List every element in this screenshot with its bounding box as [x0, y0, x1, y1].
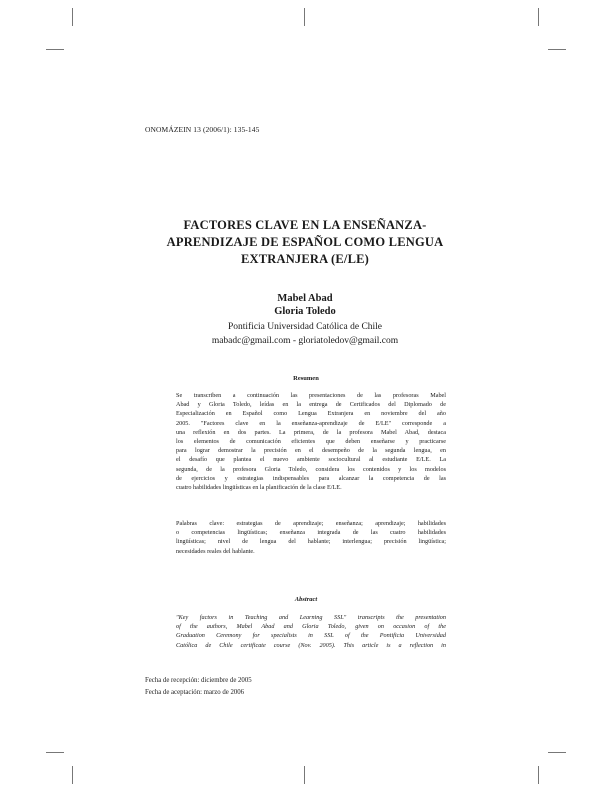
resumen-line: Abad y Gloria Toledo, leídas en la entrega de Certificados del Diplomado de	[176, 401, 446, 409]
resumen-line: de ejercicios y estrategias indispensables para alcanzar la competencia de las	[176, 474, 446, 482]
keywords-line: Palabras clave: estrategias de aprendizaje; enseñanza; aprendizaje; habilidades	[176, 520, 446, 527]
title-line-1: FACTORES CLAVE EN LA ENSEÑANZA-	[183, 218, 427, 232]
crop-mark	[538, 766, 539, 784]
resumen-line: cuatro habilidades lingüísticas en la planificación de la clase E/LE.	[176, 484, 342, 492]
received-date: Fecha de recepción: diciembre de 2005	[145, 677, 252, 684]
resumen-line: una reflexión en dos partes. La primera, de la profesora Mabel Abad, destaca	[176, 428, 446, 436]
abstract-line: Católica de Chile certificate course (Nov. 2005). This article is a reflection in	[176, 641, 446, 649]
author-1: Mabel Abad	[277, 293, 333, 304]
keywords-line: lingüísticas; nivel de lengua del hablante; interlengua; precisión lingüística;	[176, 538, 446, 546]
author-emails: mabadc@gmail.com - gloriatoledov@gmail.com	[211, 336, 399, 346]
resumen-line: los elementos de comunicación eficientes que deben enseñarse y practicarse	[176, 438, 446, 446]
title-line-3: EXTRANJERA (E/LE)	[240, 252, 370, 266]
resumen-line: 2005. "Factores clave en la enseñanza-aprendizaje de E/LE" corresponde a	[176, 419, 446, 427]
affiliation: Pontificia Universidad Católica de Chile	[227, 322, 383, 332]
keywords-line: necesidades reales del hablante.	[176, 547, 255, 555]
crop-mark	[72, 766, 73, 784]
author-2: Gloria Toledo	[274, 306, 336, 317]
resumen-line: el desafío que plantea el nuevo ambiente sociocultural al estudiante E/LE. La	[176, 456, 446, 464]
resumen-line: para lograr demostrar la precisión en el desempeño de la segunda lengua, en	[176, 447, 446, 455]
resumen-line: Se transcriben a continuación las presentaciones de las profesoras Mabel	[176, 392, 446, 399]
crop-mark	[304, 8, 305, 26]
abstract-line: "Key factors in Teaching and Learning SSL" transcripts the presentation	[176, 614, 446, 621]
abstract-body	[176, 613, 446, 650]
crop-mark	[46, 49, 64, 50]
journal-reference: ONOMÁZEIN 13 (2006/1): 135-145	[145, 125, 260, 134]
resumen-line: Especialización en Español como Lengua Extranjera en noviembre del año	[176, 410, 446, 418]
title-line-2: APRENDIZAJE DE ESPAÑOL COMO LENGUA	[166, 235, 444, 249]
crop-mark	[46, 752, 64, 753]
resumen-body	[176, 391, 446, 492]
keywords-line: o competencias lingüísticas; enseñanza integrada de las cuatro habilidades	[176, 529, 446, 537]
resumen-line: segunda, de la profesora Gloria Toledo, considera los contenidos y los modelos	[176, 465, 446, 473]
crop-mark	[548, 752, 566, 753]
resumen-heading: Resumen	[293, 375, 319, 382]
crop-mark	[548, 49, 566, 50]
abstract-line: Graduation Ceremony for specialists in SSL of the Pontificia Universidad	[176, 632, 446, 640]
crop-mark	[304, 766, 305, 784]
crop-mark	[538, 8, 539, 26]
accepted-date: Fecha de aceptación: marzo de 2006	[145, 689, 245, 696]
crop-mark	[72, 8, 73, 26]
keywords-block	[176, 519, 446, 556]
abstract-line: of the authors, Mabel Abad and Gloria Toledo, given on occasion of the	[176, 623, 446, 631]
abstract-heading: Abstract	[294, 596, 318, 603]
